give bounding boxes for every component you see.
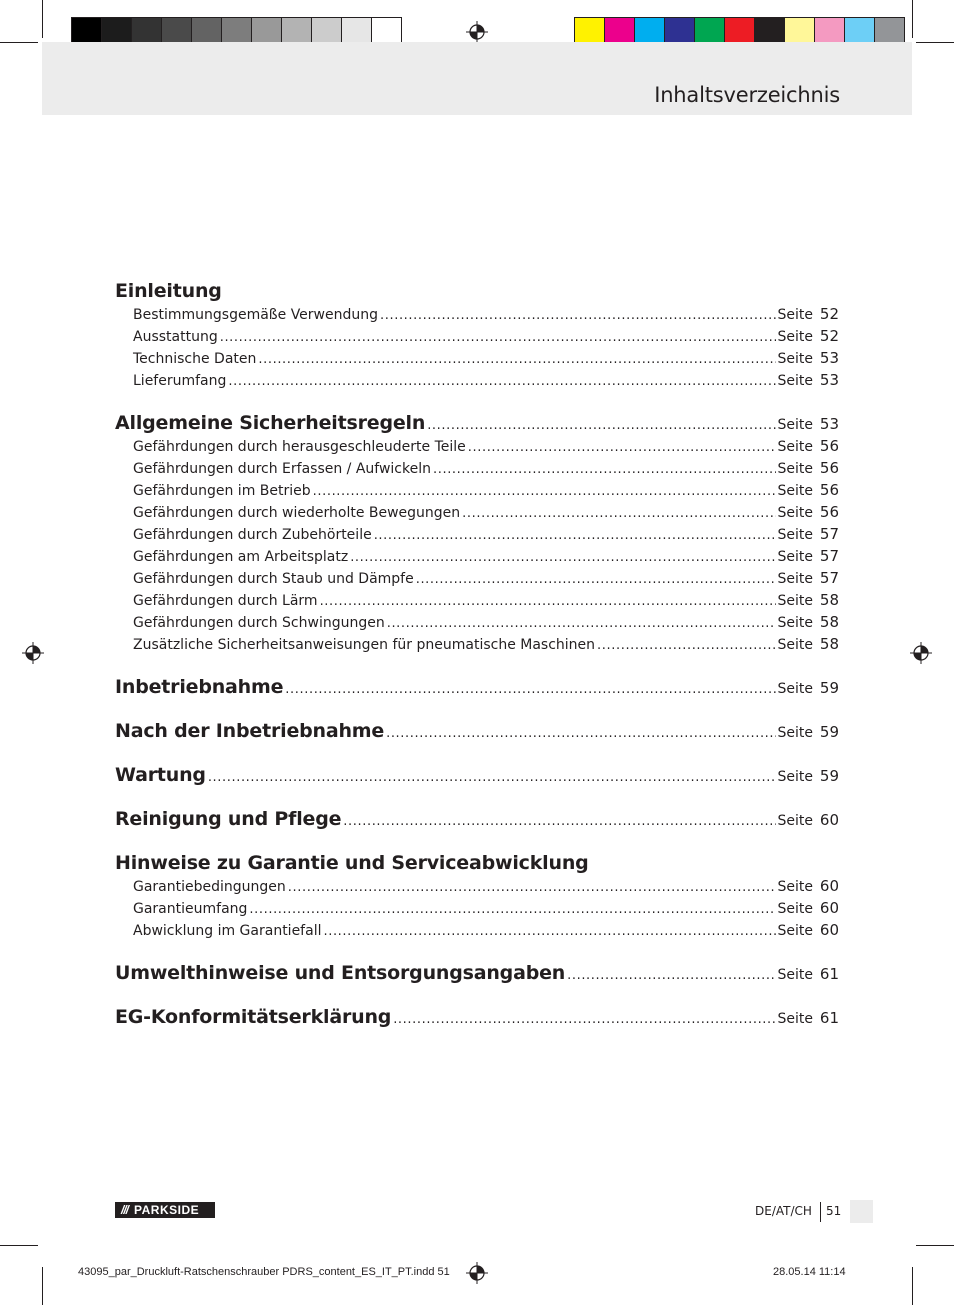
- toc-entry[interactable]: Lieferumfang ..... Seite 53: [115, 369, 839, 391]
- crop-mark: [912, 1267, 913, 1305]
- toc-entry[interactable]: Ausstattung ..... Seite 52: [115, 325, 839, 347]
- toc-section-sicherheitsregeln[interactable]: Allgemeine Sicherheitsregeln ..... Seite 53: [115, 411, 839, 435]
- parkside-logo: [115, 1202, 215, 1218]
- footer-divider: [820, 1202, 821, 1222]
- toc-entry[interactable]: Garantieumfang ..... Seite 60: [115, 897, 839, 919]
- toc-entry[interactable]: Gefährdungen durch Zubehörteile ..... Seite 57: [115, 523, 839, 545]
- page-title: Inhaltsverzeichnis: [654, 83, 840, 107]
- slug-date: 28.05.14 11:14: [773, 1266, 846, 1278]
- brand-name: PARKSIDE: [134, 1203, 200, 1217]
- subsection-list: [115, 875, 839, 941]
- registration-mark-icon: [466, 1262, 488, 1284]
- toc-entry[interactable]: Abwicklung im Garantiefall ..... Seite 60: [115, 919, 839, 941]
- crop-mark: [912, 0, 913, 38]
- toc-entry[interactable]: Gefährdungen durch Erfassen / Aufwickeln ..... Seite 56: [115, 457, 839, 479]
- footer-tab: [850, 1200, 873, 1223]
- subsection-list: [115, 435, 839, 655]
- toc-entry[interactable]: Zusätzliche Sicherheitsanweisungen für pneumatische Maschinen ..... Seite 58: [115, 633, 839, 655]
- brand-stripes: ///: [121, 1203, 129, 1217]
- footer-page-number: 51: [826, 1204, 842, 1218]
- toc-entry[interactable]: Gefährdungen durch wiederholte Bewegungen ..... Seite 56: [115, 501, 839, 523]
- crop-mark: [42, 1267, 43, 1305]
- toc-section-umwelt[interactable]: Umwelthinweise und Entsorgungsangaben ..... Seite 61: [115, 961, 839, 985]
- crop-mark: [0, 42, 38, 43]
- toc-section-eg-konformitaet[interactable]: EG-Konformitätserklärung ..... Seite 61: [115, 1005, 839, 1029]
- toc-entry[interactable]: Gefährdungen durch Lärm ..... Seite 58: [115, 589, 839, 611]
- table-of-contents: [115, 279, 839, 1029]
- crop-mark: [916, 42, 954, 43]
- section-title-einleitung: Einleitung: [115, 280, 222, 302]
- subsection-list: [115, 303, 839, 391]
- registration-mark-icon: [910, 642, 932, 664]
- toc-entry[interactable]: Gefährdungen durch Schwingungen ..... Seite 58: [115, 611, 839, 633]
- section-title-garantie: Hinweise zu Garantie und Serviceabwicklung: [115, 852, 589, 874]
- footer-locale: DE/AT/CH: [755, 1204, 812, 1218]
- toc-section-nach-inbetriebnahme[interactable]: Nach der Inbetriebnahme ..... Seite 59: [115, 719, 839, 743]
- toc-entry[interactable]: Gefährdungen am Arbeitsplatz ..... Seite 57: [115, 545, 839, 567]
- crop-mark: [42, 0, 43, 38]
- registration-mark-icon: [22, 642, 44, 664]
- toc-entry[interactable]: Bestimmungsgemäße Verwendung ..... Seite 52: [115, 303, 839, 325]
- registration-mark-icon: [466, 21, 488, 43]
- toc-section-wartung[interactable]: Wartung ..... Seite 59: [115, 763, 839, 787]
- toc-entry[interactable]: Gefährdungen durch Staub und Dämpfe ..... Seite 57: [115, 567, 839, 589]
- toc-section-inbetriebnahme[interactable]: Inbetriebnahme ..... Seite 59: [115, 675, 839, 699]
- toc-entry[interactable]: Gefährdungen im Betrieb ..... Seite 56: [115, 479, 839, 501]
- crop-mark: [916, 1245, 954, 1246]
- toc-entry[interactable]: Technische Daten ..... Seite 53: [115, 347, 839, 369]
- toc-entry[interactable]: Garantiebedingungen ..... Seite 60: [115, 875, 839, 897]
- slug-filename: 43095_par_Druckluft-Ratschenschrauber PDRS_content_ES_IT_PT.indd 51: [78, 1266, 450, 1278]
- toc-entry[interactable]: Gefährdungen durch herausgeschleuderte Teile ..... Seite 56: [115, 435, 839, 457]
- crop-mark: [0, 1245, 38, 1246]
- toc-section-reinigung[interactable]: Reinigung und Pflege ..... Seite 60: [115, 807, 839, 831]
